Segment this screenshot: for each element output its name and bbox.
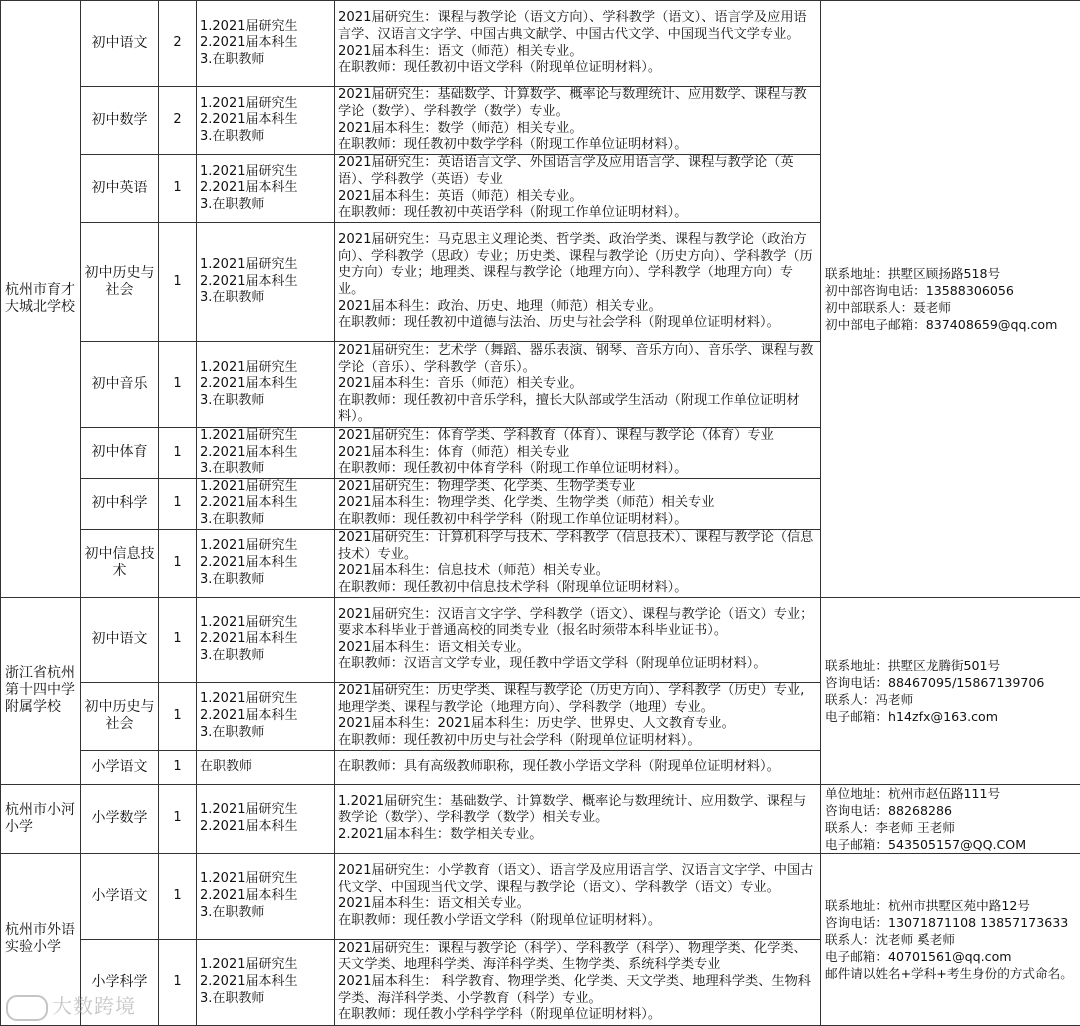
subject-cell: 初中音乐 — [81, 342, 159, 428]
count-cell: 1 — [159, 529, 197, 597]
requirement-cell: 在职教师 — [197, 750, 335, 784]
subject-cell: 初中英语 — [81, 155, 159, 223]
table-row — [1, 784, 1080, 853]
subject-cell: 初中历史与社会 — [81, 682, 159, 750]
subject-cell: 初中数学 — [81, 87, 159, 155]
detail-cell: 2021届研究生：课程与教学论（科学）、学科教学（科学）、物理学类、化学类、天文学类、地理科学类、海洋科学类、生物学类、系统科学类专业 2021届本科生： 科学教育、物理学类、化学类、天文学类、地理科学类、生物科学类、海洋科学类、小学教育（科学）专业。 在职教师：现任教小学科学学科（附现单位证明材料）。 — [335, 939, 821, 1025]
subject-cell: 初中历史与社会 — [81, 223, 159, 342]
detail-cell: 1.2021届研究生：基础数学、计算数学、概率论与数理统计、应用数学、课程与教学论（数学）、学科教学（数学）相关专业。 2.2021届本科生：数学相关专业。 — [335, 784, 821, 853]
school-name: 杭州市小河小学 — [1, 784, 81, 853]
subject-cell: 小学语文 — [81, 750, 159, 784]
detail-cell: 2021届研究生：物理学类、化学类、生物学类专业 2021届本科生：物理学类、化学类、生物学类（师范）相关专业 在职教师：现任教初中科学学科（附现工作单位证明材料）。 — [335, 478, 821, 529]
contact-cell: 联系地址：拱墅区顾扬路518号 初中部咨询电话：13588306056 初中部联系人：聂老师 初中部电子邮箱：837408659@qq.com — [821, 1, 1080, 598]
detail-cell: 2021届研究生：计算机科学与技术、学科教学（信息技术）、课程与教学论（信息技术）专业。 2021届本科生：信息技术（师范）相关专业。 在职教师：现任教初中信息技术学科（附现单位证明材料）。 — [335, 529, 821, 597]
count-cell: 1 — [159, 682, 197, 750]
detail-cell: 2021届研究生：汉语言文字学、学科教学（语文）、课程与教学论（语文）专业；要求本科毕业于普通高校的同类专业（报名时须带本科毕业证书）。 2021届本科生：语文相关专业。 在职教师：汉语言文学专业，现任教中学语文学科（附现单位证明材料）。 — [335, 597, 821, 682]
requirement-cell: 1.2021届研究生 2.2021届本科生 3.在职教师 — [197, 597, 335, 682]
requirement-cell: 1.2021届研究生 2.2021届本科生 3.在职教师 — [197, 155, 335, 223]
requirement-cell: 1.2021届研究生 2.2021届本科生 3.在职教师 — [197, 223, 335, 342]
detail-cell: 2021届研究生：英语语言文学、外国语言学及应用语言学、课程与教学论（英语）、学科教学（英语）专业 2021届本科生：英语（师范）相关专业。 在职教师：现任教初中英语学科（附现工作单位证明材料）。 — [335, 155, 821, 223]
count-cell: 1 — [159, 342, 197, 428]
count-cell: 1 — [159, 597, 197, 682]
school-name: 杭州市外语实验小学 — [1, 853, 81, 1025]
contact-cell: 联系地址：杭州市拱墅区苑中路12号 咨询电话：13071871108 13857173633 联系人：沈老师 奚老师 电子邮箱：40701561@qq.com 邮件请以姓名+学科+考生身份的方式命名。 — [821, 853, 1080, 1025]
requirement-cell: 1.2021届研究生 2.2021届本科生 3.在职教师 — [197, 939, 335, 1025]
count-cell: 1 — [159, 428, 197, 479]
detail-cell: 2021届研究生：艺术学（舞蹈、器乐表演、钢琴、音乐方向）、音乐学、课程与教学论（音乐）、学科教学（音乐）。 2021届本科生：音乐（师范）相关专业。 在职教师：现任教初中音乐学科，擅长大队部或学生活动（附现工作单位证明材料）。 — [335, 342, 821, 428]
table-row — [1, 597, 1080, 682]
detail-cell: 2021届研究生：基础数学、计算数学、概率论与数理统计、应用数学、课程与教学论（数学）、学科教学（数学）专业。 2021届本科生：数学（师范）相关专业。 在职教师：现任教初中数学学科（附现工作单位证明材料）。 — [335, 87, 821, 155]
detail-cell: 2021届研究生：课程与教学论（语文方向）、学科教学（语文）、语言学及应用语言学、汉语言文字学、中国古典文献学、中国古代文学、中国现当代文学专业。 2021届本科生：语文（师范）相关专业。 在职教师：现任教初中语文学科（附现单位证明材料）。 — [335, 1, 821, 87]
count-cell: 1 — [159, 750, 197, 784]
school-name: 杭州市育才大城北学校 — [1, 1, 81, 598]
count-cell: 2 — [159, 1, 197, 87]
requirement-cell: 1.2021届研究生 2.2021届本科生 3.在职教师 — [197, 478, 335, 529]
contact-cell: 联系地址：拱墅区龙腾街501号 咨询电话：88467095/15867139706 联系人：冯老师 电子邮箱：h14zfx@163.com — [821, 597, 1080, 784]
count-cell: 1 — [159, 223, 197, 342]
requirement-cell: 1.2021届研究生 2.2021届本科生 3.在职教师 — [197, 529, 335, 597]
subject-cell: 初中语文 — [81, 1, 159, 87]
subject-cell: 小学科学 — [81, 939, 159, 1025]
watermark-text: 大数跨境 — [52, 994, 136, 1018]
detail-cell: 2021届研究生：历史学类、课程与教学论（历史方向）、学科教学（历史）专业,地理学类、课程与教学论（地理方向）、学科教学（地理）专业。 2021届本科生：2021届本科生：历史学、世界史、人文教育专业。 在职教师：现任教初中历史与社会学科（附现单位证明材料）。 — [335, 682, 821, 750]
count-cell: 2 — [159, 87, 197, 155]
requirement-cell: 1.2021届研究生 2.2021届本科生 — [197, 784, 335, 853]
subject-cell: 小学语文 — [81, 853, 159, 939]
subject-cell: 初中信息技术 — [81, 529, 159, 597]
subject-cell: 小学数学 — [81, 784, 159, 853]
subject-cell: 初中科学 — [81, 478, 159, 529]
count-cell: 1 — [159, 784, 197, 853]
detail-cell: 2021届研究生：体育学类、学科教育（体育）、课程与教学论（体育）专业 2021届本科生：体育（师范）相关专业 在职教师：现任教初中体育学科（附现工作单位证明材料）。 — [335, 428, 821, 479]
requirement-cell: 1.2021届研究生 2.2021届本科生 3.在职教师 — [197, 682, 335, 750]
subject-cell: 初中语文 — [81, 597, 159, 682]
detail-cell: 2021届研究生：小学教育（语文）、语言学及应用语言学、汉语言文字学、中国古代文学、中国现当代文学、课程与教学论（语文）、学科教学（语文）专业。 2021届本科生：语文相关专业。 在职教师：现任教小学语文学科（附现单位证明材料）。 — [335, 853, 821, 939]
subject-cell: 初中体育 — [81, 428, 159, 479]
school-name: 浙江省杭州第十四中学附属学校 — [1, 597, 81, 784]
count-cell: 1 — [159, 939, 197, 1025]
requirement-cell: 1.2021届研究生 2.2021届本科生 3.在职教师 — [197, 853, 335, 939]
table-row — [1, 1, 1080, 87]
requirement-cell: 1.2021届研究生 2.2021届本科生 3.在职教师 — [197, 1, 335, 87]
requirement-cell: 1.2021届研究生 2.2021届本科生 3.在职教师 — [197, 428, 335, 479]
count-cell: 1 — [159, 478, 197, 529]
requirement-cell: 1.2021届研究生 2.2021届本科生 3.在职教师 — [197, 87, 335, 155]
detail-cell: 2021届研究生：马克思主义理论类、哲学类、政治学类、课程与教学论（政治方向）、学科教学（思政）专业；历史类、课程与教学论（历史方向）、学科教学（历史方向）专业；地理类、课程与教学论（地理方向）、学科教学（地理方向）专业。 2021届本科生：政治、历史、地理（师范）相关专业。 在职教师：现任教初中道德与法治、历史与社会学科（附现单位证明材料）。 — [335, 223, 821, 342]
requirement-cell: 1.2021届研究生 2.2021届本科生 3.在职教师 — [197, 342, 335, 428]
count-cell: 1 — [159, 853, 197, 939]
detail-cell: 在职教师：具有高级教师职称，现任教小学语文学科（附现单位证明材料）。 — [335, 750, 821, 784]
table-row — [1, 853, 1080, 939]
count-cell: 1 — [159, 155, 197, 223]
contact-cell: 单位地址：杭州市赵伍路111号 咨询电话：88268286 联系人：李老师 王老师 电子邮箱：543505157@QQ.COM — [821, 784, 1080, 853]
